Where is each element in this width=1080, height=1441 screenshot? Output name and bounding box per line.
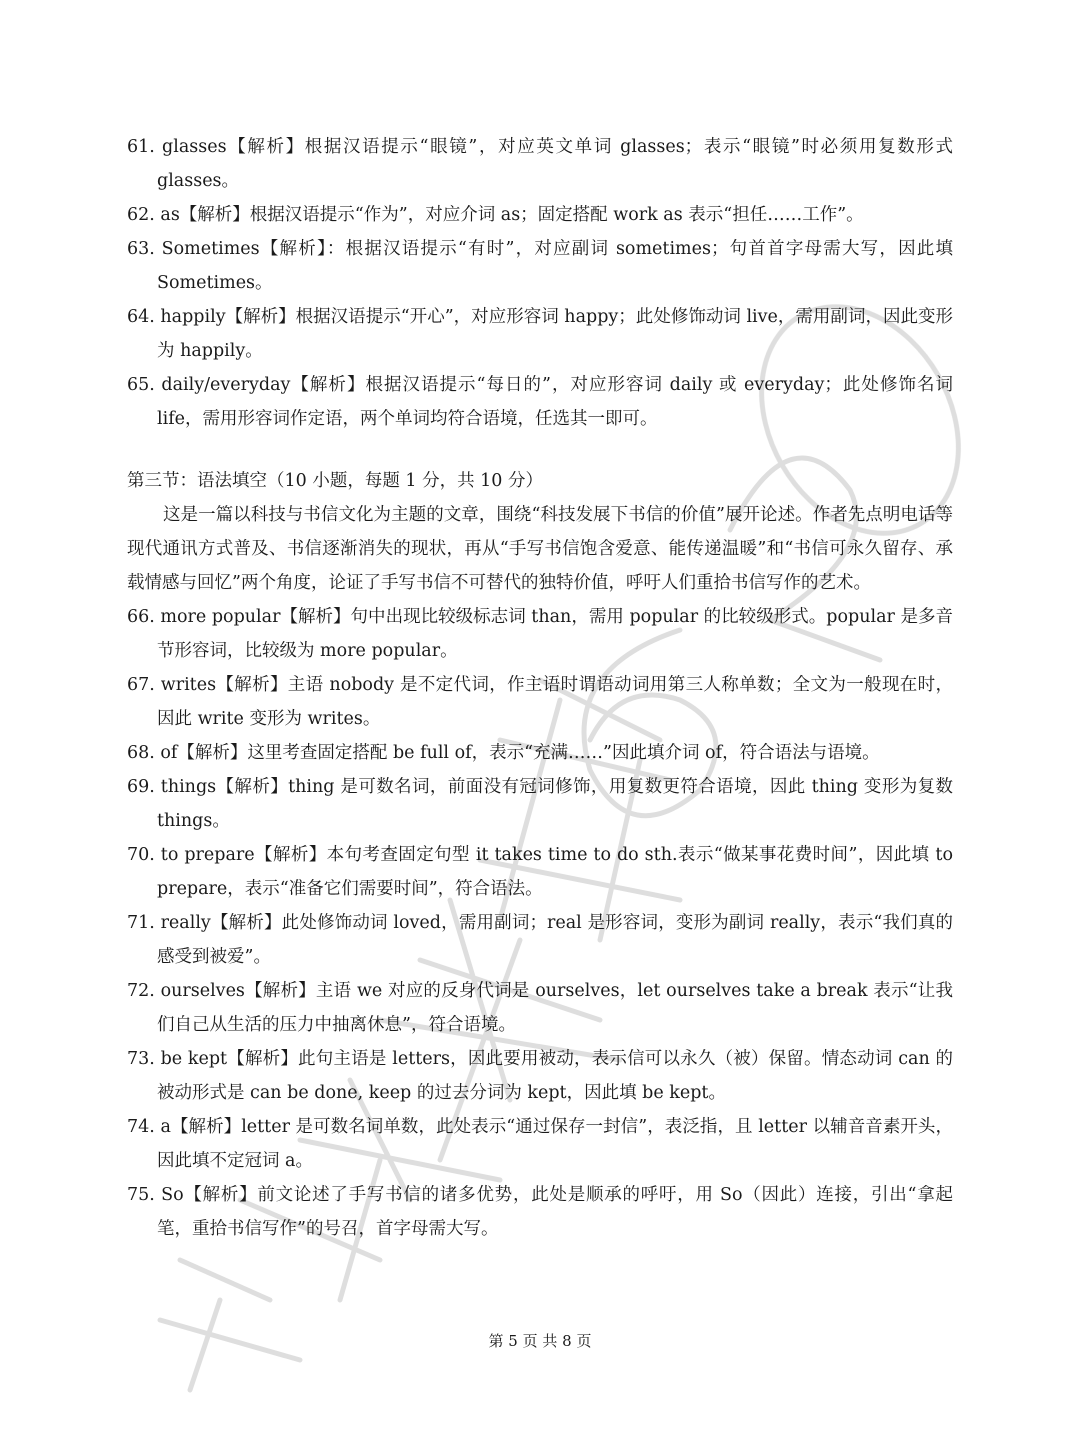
answer-item-66: 66. more popular【解析】句中出现比较级标志词 than，需用 popular 的比较级形式。popular 是多音节形容词，比较级为 more popular。 — [127, 607, 953, 661]
answer-item-67: 67. writes【解析】主语 nobody 是不定代词，作主语时谓语动词用第三人称单数；全文为一般现在时，因此 write 变形为 writes。 — [127, 675, 953, 729]
answer-item-73: 73. be kept【解析】此句主语是 letters，因此要用被动，表示信可以永久（被）保留。情态动词 can 的被动形式是 can be done, keep 的过去分词为 kept，因此填 be kept。 — [127, 1049, 953, 1103]
section-gap — [127, 436, 953, 464]
answer-item-62: 62. as【解析】根据汉语提示“作为”，对应介词 as；固定搭配 work as 表示“担任……工作”。 — [127, 205, 864, 225]
section-title: 第三节：语法填空（10 小题，每题 1 分，共 10 分） — [127, 471, 543, 491]
answer-item-64: 64. happily【解析】根据汉语提示“开心”，对应形容词 happy；此处修饰动词 live，需用副词，因此变形为 happily。 — [127, 307, 953, 361]
answer-item-68: 68. of【解析】这里考查固定搭配 be full of，表示“充满……”因此填介词 of，符合语法与语境。 — [127, 743, 880, 763]
answer-item-70: 70. to prepare【解析】本句考查固定句型 it takes time to do sth.表示“做某事花费时间”，因此填 to prepare，表示“准备它们需要时间”，符合语法。 — [127, 845, 953, 899]
answer-item-74: 74. a【解析】letter 是可数名词单数，此处表示“通过保存一封信”，表泛指，且 letter 以辅音音素开头，因此填不定冠词 a。 — [127, 1117, 953, 1171]
answer-item-63: 63. Sometimes【解析】：根据汉语提示“有时”，对应副词 sometimes；句首首字母需大写，因此填 Sometimes。 — [127, 239, 953, 293]
answer-item-65: 65. daily/everyday【解析】根据汉语提示“每日的”，对应形容词 daily 或 everyday；此处修饰名词 life，需用形容词作定语，两个单词均符合语境，任选其一即可。 — [127, 375, 953, 429]
document-body — [127, 130, 953, 1246]
answer-item-71: 71. really【解析】此处修饰动词 loved，需用副词；real 是形容词，变形为副词 really，表示“我们真的感受到被爱”。 — [127, 913, 953, 967]
answer-item-75: 75. So【解析】前文论述了手写书信的诸多优势，此处是顺承的呼吁，用 So（因此）连接，引出“拿起笔，重拾书信写作”的号召，首字母需大写。 — [127, 1185, 953, 1239]
answer-item-61: 61. glasses【解析】根据汉语提示“眼镜”，对应英文单词 glasses；表示“眼镜”时必须用复数形式 glasses。 — [127, 137, 953, 191]
answer-list-part3 — [127, 600, 953, 1246]
page-footer: 第 5 页 共 8 页 — [488, 1332, 592, 1350]
section-intro-paragraph: 这是一篇以科技与书信文化为主题的文章，围绕“科技发展下书信的价值”展开论述。作者先点明电话等现代通讯方式普及、书信逐渐消失的现状，再从“手写书信饱含爱意、能传递温暖”和“书信可永久留存、承载情感与回忆”两个角度，论证了手写书信不可替代的独特价值，呼吁人们重拾书信写作的艺术。 — [127, 505, 953, 593]
answer-item-72: 72. ourselves【解析】主语 we 对应的反身代词是 ourselves，let ourselves take a break 表示“让我们自己从生活的压力中抽离休息”，符合语境。 — [127, 981, 953, 1035]
answer-item-69: 69. things【解析】thing 是可数名词，前面没有冠词修饰，用复数更符合语境，因此 thing 变形为复数 things。 — [127, 777, 953, 831]
answer-list-part2 — [127, 130, 953, 436]
